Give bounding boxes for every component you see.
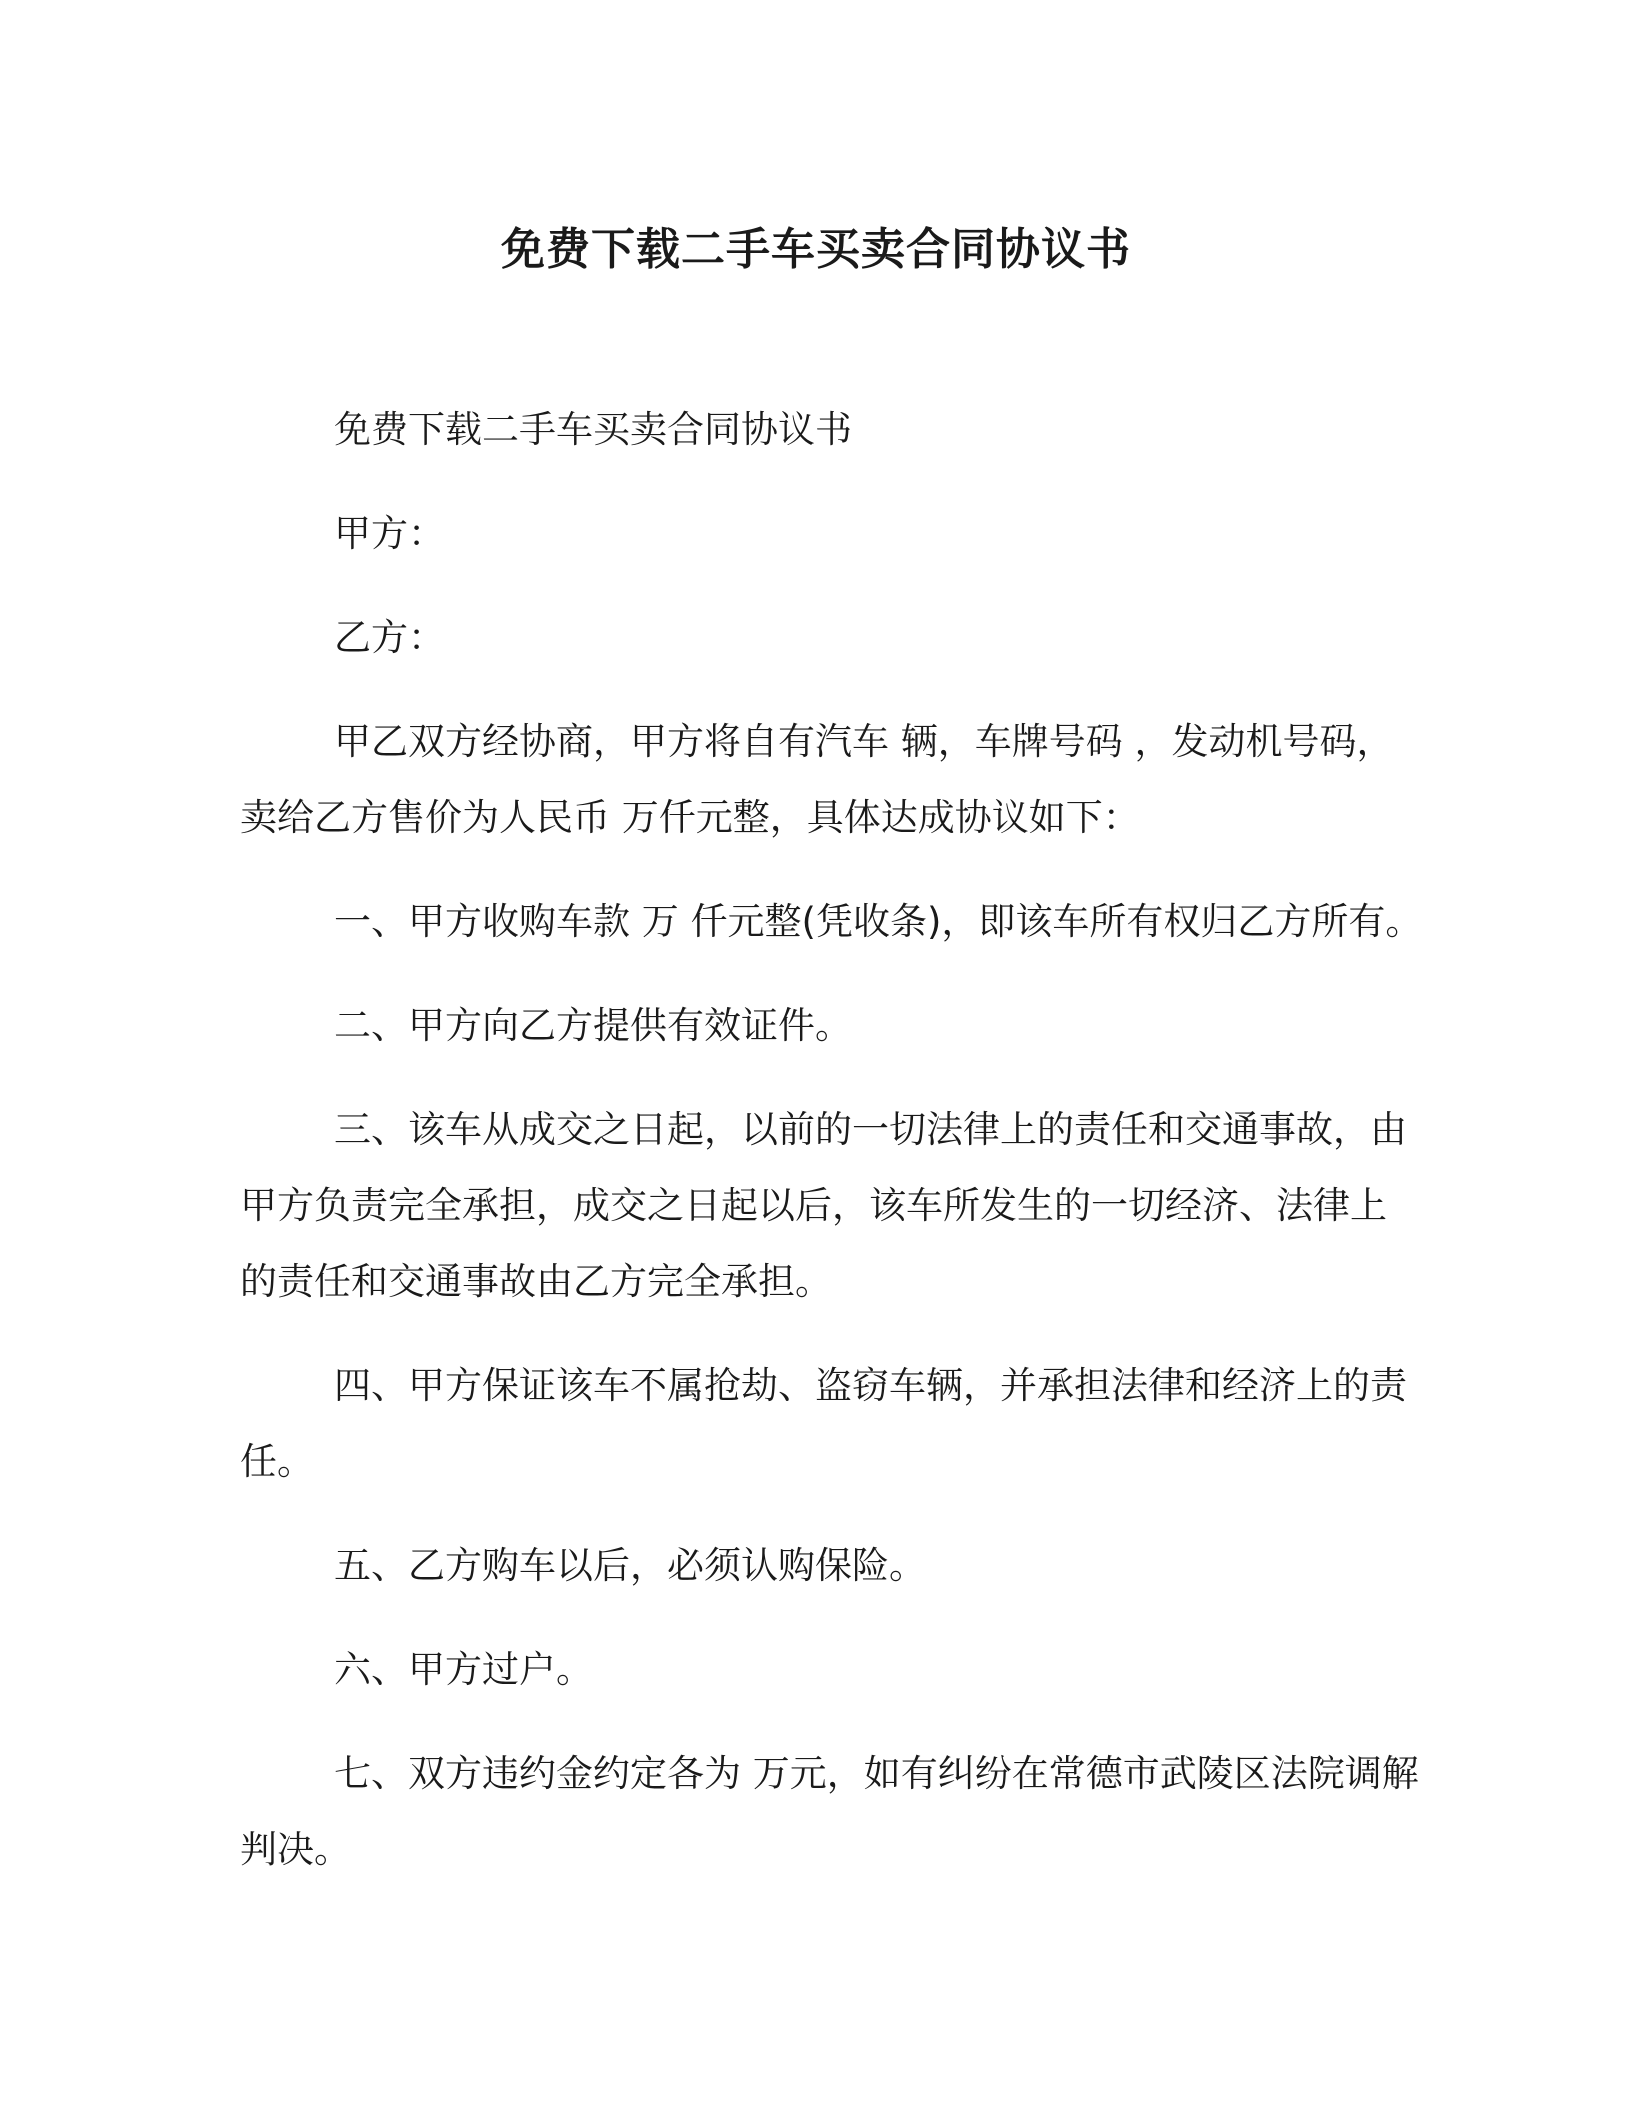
clause-2: 二、甲方向乙方提供有效证件。 bbox=[334, 1004, 852, 1047]
clause-5: 五、乙方购车以后，必须认购保险。 bbox=[334, 1544, 926, 1587]
clause-6: 六、甲方过户。 bbox=[334, 1648, 593, 1691]
paragraph-party-b: 乙方： bbox=[334, 616, 445, 659]
document-body bbox=[240, 392, 1423, 1916]
clause-7: 七、双方违约金约定各为 万元，如有纠纷在常德市武陵区法院调解判决。 bbox=[240, 1752, 1419, 1871]
clause-4: 四、甲方保证该车不属抢劫、盗窃车辆，并承担法律和经济上的责任。 bbox=[240, 1364, 1407, 1483]
document-title: 免费下载二手车买卖合同协议书 bbox=[501, 224, 1131, 275]
paragraph-heading: 免费下载二手车买卖合同协议书 bbox=[334, 408, 852, 451]
paragraph-preamble: 甲乙双方经协商，甲方将自有汽车 辆，车牌号码 ，发动机号码，卖给乙方售价为人民币 万仟元整，具体达成协议如下： bbox=[240, 720, 1394, 839]
paragraph-party-a: 甲方： bbox=[334, 512, 445, 555]
clause-1: 一、甲方收购车款 万 仟元整(凭收条)，即该车所有权归乙方所有。 bbox=[334, 900, 1423, 943]
clause-3: 三、该车从成交之日起，以前的一切法律上的责任和交通事故，由甲方负责完全承担，成交之日起以后，该车所发生的一切经济、法律上的责任和交通事故由乙方完全承担。 bbox=[240, 1108, 1407, 1303]
